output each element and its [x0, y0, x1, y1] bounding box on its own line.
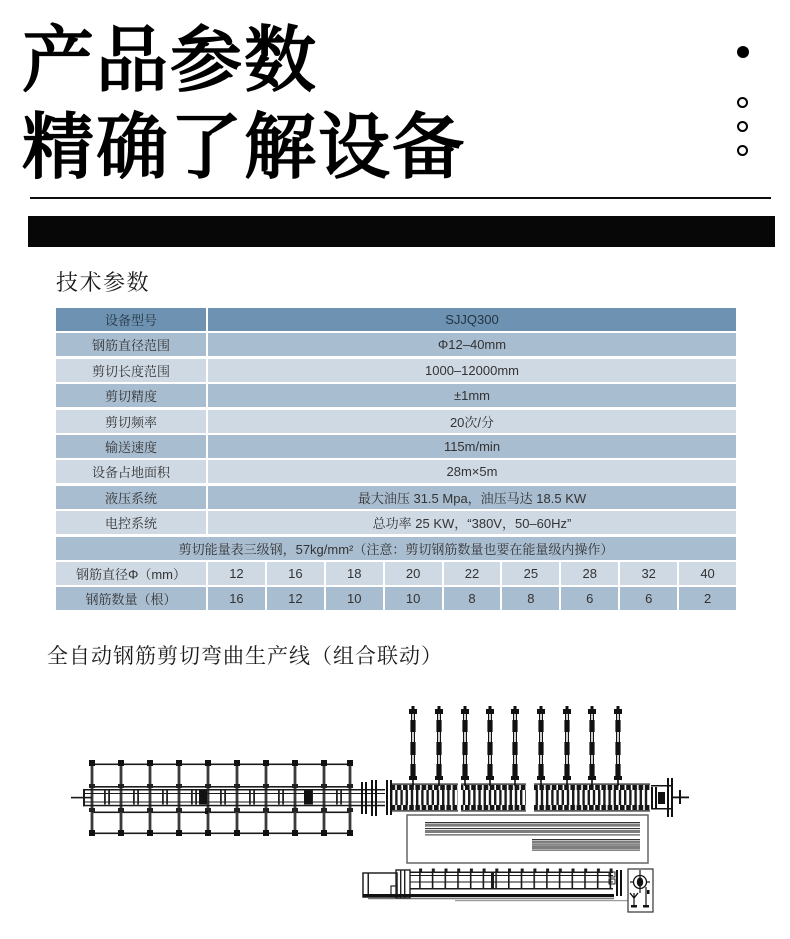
- count-cell: 16: [208, 587, 265, 610]
- count-cell: 10: [385, 587, 442, 610]
- control-panel: [407, 815, 648, 863]
- cutting-unit: [386, 778, 689, 817]
- table-row-count: [56, 587, 736, 610]
- table-row: [56, 308, 736, 331]
- spec-value: 28m×5m: [208, 460, 736, 483]
- table-note-row: [56, 537, 736, 560]
- hold-down-arms: [409, 706, 622, 786]
- spec-label: 钢筋直径范围: [56, 333, 206, 356]
- diameter-cell: 25: [502, 562, 559, 585]
- spec-label: 钢筋数量（根）: [56, 587, 206, 610]
- count-cell: 8: [502, 587, 559, 610]
- section-heading-production-line: 全自动钢筋剪切弯曲生产线（组合联动）: [47, 645, 443, 668]
- spec-label: 剪切长度范围: [56, 359, 206, 382]
- diameter-cell: 16: [267, 562, 324, 585]
- spec-label: 钢筋直径Φ（mm）: [56, 562, 206, 585]
- count-cell: 6: [561, 587, 618, 610]
- spec-value: 20次/分: [208, 410, 736, 433]
- title-line-2: 精确了解设备: [22, 108, 467, 188]
- table-row: [56, 410, 736, 433]
- count-cell: 8: [444, 587, 501, 610]
- bullet-hollow-icon: [737, 121, 748, 132]
- diameter-cell: 18: [326, 562, 383, 585]
- spec-label: 设备占地面积: [56, 460, 206, 483]
- spec-label: 设备型号: [56, 308, 206, 331]
- table-row: [56, 359, 736, 382]
- count-cell: 10: [326, 587, 383, 610]
- table-row: [56, 384, 736, 407]
- table-row: [56, 435, 736, 458]
- table-row: [56, 486, 736, 509]
- diameter-cell: 22: [444, 562, 501, 585]
- spec-value: 最大油压 31.5 Mpa，油压马达 18.5 KW: [208, 486, 736, 509]
- output-conveyor: [363, 869, 648, 902]
- table-note: 剪切能量表三级钢，57kg/mm²（注意：剪切钢筋数量也要在能量级内操作）: [56, 537, 736, 560]
- diameter-cell: 28: [561, 562, 618, 585]
- production-line-diagram: [0, 690, 790, 939]
- bullet-hollow-icon: [737, 145, 748, 156]
- spec-value: 115m/min: [208, 435, 736, 458]
- spec-value: Φ12–40mm: [208, 333, 736, 356]
- title-line-1: 产品参数: [22, 21, 319, 101]
- diameter-cell: 20: [385, 562, 442, 585]
- black-banner: [28, 216, 775, 247]
- spec-label: 输送速度: [56, 435, 206, 458]
- count-cell: 12: [267, 587, 324, 610]
- spec-label: 剪切精度: [56, 384, 206, 407]
- spec-value: SJJQ300: [208, 308, 736, 331]
- table-row: [56, 333, 736, 356]
- count-cell: 2: [679, 587, 736, 610]
- table-row: [56, 460, 736, 483]
- table-row-diameter: [56, 562, 736, 585]
- spec-label: 剪切频率: [56, 410, 206, 433]
- spec-table: [56, 308, 736, 613]
- table-row: [56, 511, 736, 534]
- page-title: [22, 18, 466, 192]
- spec-label: 液压系统: [56, 486, 206, 509]
- bullet-filled-icon: [737, 46, 749, 58]
- diameter-cell: 12: [208, 562, 265, 585]
- bending-unit-box: [628, 869, 653, 912]
- bullet-hollow-icon: [737, 97, 748, 108]
- spec-label: 电控系统: [56, 511, 206, 534]
- count-cell: 6: [620, 587, 677, 610]
- diameter-cell: 40: [679, 562, 736, 585]
- divider-line: [30, 197, 771, 199]
- section-heading-tech-params: 技术参数: [56, 270, 151, 295]
- diameter-cell: 32: [620, 562, 677, 585]
- spec-value: 1000–12000mm: [208, 359, 736, 382]
- spec-value: 总功率 25 KW，“380V，50–60Hz”: [208, 511, 736, 534]
- spec-value: ±1mm: [208, 384, 736, 407]
